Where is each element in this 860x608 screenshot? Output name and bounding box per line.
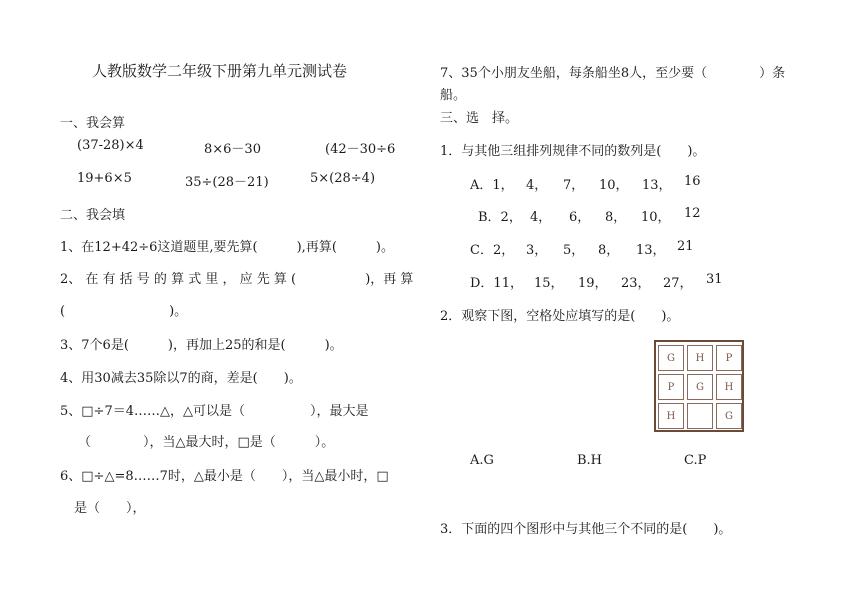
calc-item: 19+6×5 [77, 171, 132, 186]
calc-item: 5×(28÷4) [310, 171, 376, 186]
calc-item: 8×6－30 [204, 142, 261, 157]
option-b: B.H [577, 453, 603, 468]
option-number: D．11， [470, 276, 523, 291]
question-6-line1: 6、□÷△=8……7时，△最小是（ ），当△最小时，□ [60, 469, 389, 484]
letter-grid [654, 340, 744, 432]
calc-item: 35÷(28－21) [185, 175, 269, 190]
question-7-line1: 7、35个小朋友坐船，每条船坐8人，至少要（ ）条 [440, 66, 786, 81]
option-a: A.G [470, 453, 494, 468]
section-heading-choice: 三、选 择。 [440, 111, 519, 126]
question-6-line2: 是（ ）， [74, 501, 146, 516]
option-number: 19， [578, 276, 608, 291]
option-number: 6， [569, 210, 591, 225]
option-number: 10， [641, 210, 671, 225]
option-number: 27， [663, 276, 693, 291]
option-number: 13， [636, 243, 666, 258]
option-number: 21 [677, 239, 694, 254]
option-number: C．2， [470, 243, 515, 258]
option-number: 13， [642, 178, 672, 193]
option-number: 8， [605, 210, 627, 225]
grid-cell: H [716, 374, 742, 400]
option-number: 7， [563, 178, 585, 193]
choice-question-2: 2．观察下图，空格处应填写的是( )。 [440, 309, 680, 324]
choice-question-1: 1．与其他三组排列规律不同的数列是( )。 [440, 144, 706, 159]
option-number: B．2， [478, 210, 522, 225]
choice-question-3: 3．下面的四个图形中与其他三个不同的是( )。 [440, 522, 732, 537]
grid-cell-blank [687, 403, 713, 429]
grid-cell: P [716, 345, 742, 371]
section-heading-calc: 一、我会算 [60, 116, 126, 131]
option-number: 3， [526, 243, 548, 258]
grid-cell: G [687, 374, 713, 400]
grid-cell: G [716, 403, 742, 429]
question-2-line1: 2、 在 有 括 号 的 算 式 里 ， 应 先 算 ( )，再 算 [60, 272, 414, 287]
option-number: 4， [526, 178, 548, 193]
grid-cell: G [658, 345, 684, 371]
option-number: 10， [599, 178, 629, 193]
option-number: 23， [621, 276, 651, 291]
option-number: 8， [598, 243, 620, 258]
question-3: 3、7个6是( )，再加上25的和是( )。 [60, 338, 343, 353]
question-5-line2: （ ），当△最大时，□是（ ）。 [78, 435, 335, 450]
grid-cell: H [687, 345, 713, 371]
question-4: 4、用30减去35除以7的商，差是( )。 [60, 371, 302, 386]
option-number: 12 [684, 206, 701, 221]
grid-cell: P [658, 374, 684, 400]
option-number: 16 [684, 174, 701, 189]
calc-item: (37-28)×4 [77, 138, 144, 153]
question-2-line2: ( )。 [60, 304, 188, 319]
calc-item: (42－30÷6 [325, 142, 396, 157]
option-number: 4， [530, 210, 552, 225]
question-1: 1、在12+42÷6这道题里,要先算( ),再算( )。 [60, 240, 394, 255]
option-number: 5， [563, 243, 585, 258]
option-number: A．1， [470, 178, 514, 193]
page-title: 人教版数学二年级下册第九单元测试卷 [92, 62, 348, 80]
option-number: 31 [706, 272, 723, 287]
question-5-line1: 5、□÷7＝4……△，△可以是（ ），最大是 [60, 404, 369, 419]
option-c: C.P [684, 453, 707, 468]
section-heading-fill: 二、我会填 [60, 208, 126, 223]
grid-cell: H [658, 403, 684, 429]
option-number: 15， [534, 276, 564, 291]
question-7-line2: 船。 [440, 88, 467, 103]
